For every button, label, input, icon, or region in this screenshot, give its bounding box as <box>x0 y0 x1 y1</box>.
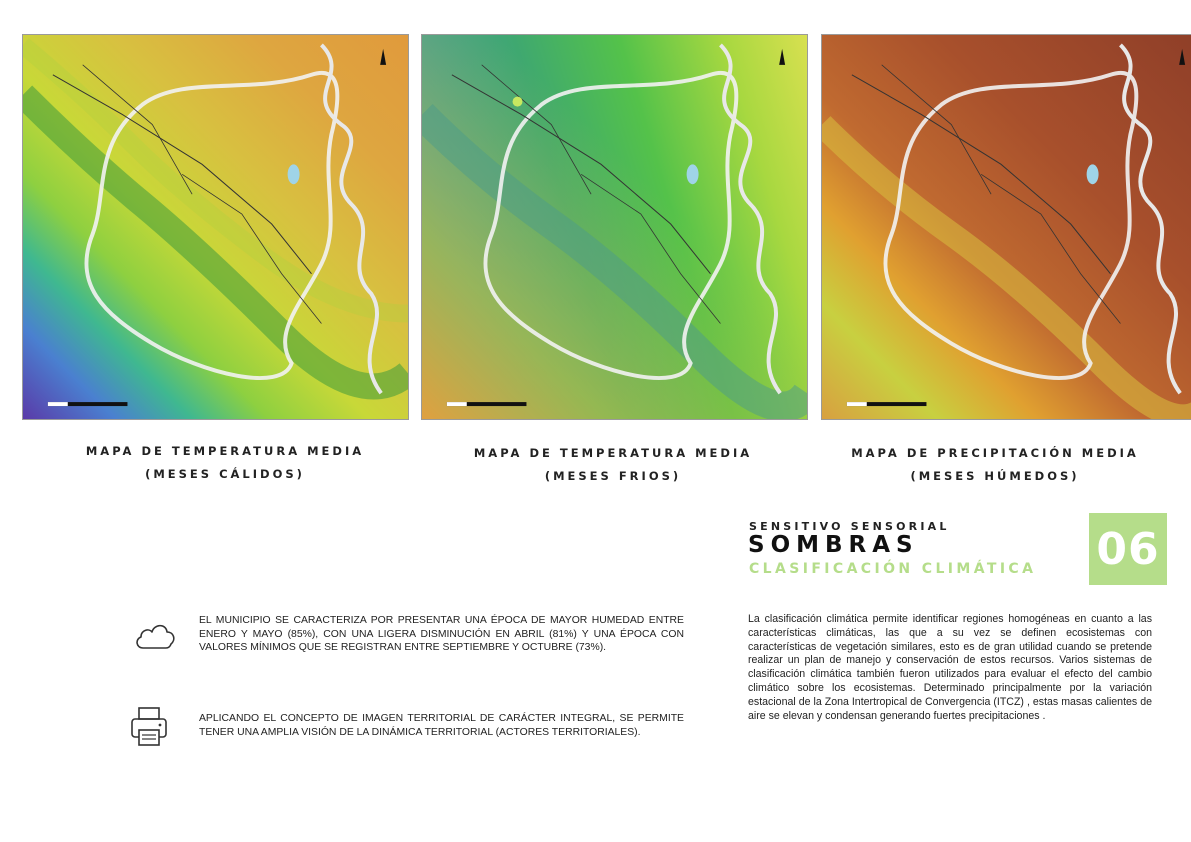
caption-subtitle: (MESES HÚMEDOS) <box>910 469 1080 483</box>
map-precipitation-wet-image <box>822 35 1191 419</box>
map-caption-warm <box>60 440 390 486</box>
note-humidity-text: EL MUNICIPIO SE CARACTERIZA POR PRESENTAR UNA ÉPOCA DE MAYOR HUMEDAD ENTRE ENERO Y MAYO (85%), CON UNA LIGERA DISMINUCIÓN EN ABRIL (81%) Y UNA ÉPOCA CON VALORES MÍNIMOS QUE SE REGISTRAN ENTRE SEPTIEMBRE Y OCTUBRE (73%). <box>199 615 684 654</box>
caption-title: MAPA DE TEMPERATURA MEDIA <box>473 446 753 460</box>
map-temperature-cold-image <box>422 35 807 419</box>
caption-title: MAPA DE TEMPERATURA MEDIA <box>85 444 365 458</box>
cloud-icon <box>133 618 177 652</box>
caption-subtitle: (MESES CÁLIDOS) <box>145 467 305 481</box>
section-kicker: SENSITIVO SENSORIAL <box>749 520 950 533</box>
map-temperature-warm-image <box>23 35 408 419</box>
section-number-badge: 06 <box>1089 513 1167 585</box>
section-title: SOMBRAS <box>748 532 919 558</box>
map-temperature-warm <box>22 34 409 420</box>
map-temperature-cold <box>421 34 808 420</box>
map-precipitation-wet <box>821 34 1191 420</box>
caption-subtitle: (MESES FRIOS) <box>544 469 682 483</box>
climate-classification-paragraph: La clasificación climática permite identificar regiones homogéneas en cuanto a las características climáticas, las que a su vez se definen ecosistemas con características de vegetación similares, esto es de gran utilidad cuando se pretende realizar un plan de manejo y conservación de estos recursos. Varios sistemas de clasificación climática también fueron utilizados para evaluar el efecto del cambio climático sobre los ecosistemas. Determinado principalmente por la variación estacional de la Zona Intertropical de Convergencia (ITCZ) , estas masas calientes de aire se elevan y condensan generando fuertes precipitaciones . <box>748 613 1152 722</box>
printer-icon <box>130 706 168 748</box>
section-subtitle: CLASIFICACIÓN CLIMÁTICA <box>749 561 1037 577</box>
map-caption-cold <box>448 442 778 488</box>
note-territory-text: APLICANDO EL CONCEPTO DE IMAGEN TERRITORIAL DE CARÁCTER INTEGRAL, SE PERMITE TENER UNA AMPLIA VISIÓN DE LA DINÁMICA TERRITORIAL (ACTORES TERRITORIALES). <box>199 713 684 738</box>
caption-title: MAPA DE PRECIPITACIÓN MEDIA <box>851 446 1139 460</box>
map-caption-wet <box>830 442 1160 488</box>
